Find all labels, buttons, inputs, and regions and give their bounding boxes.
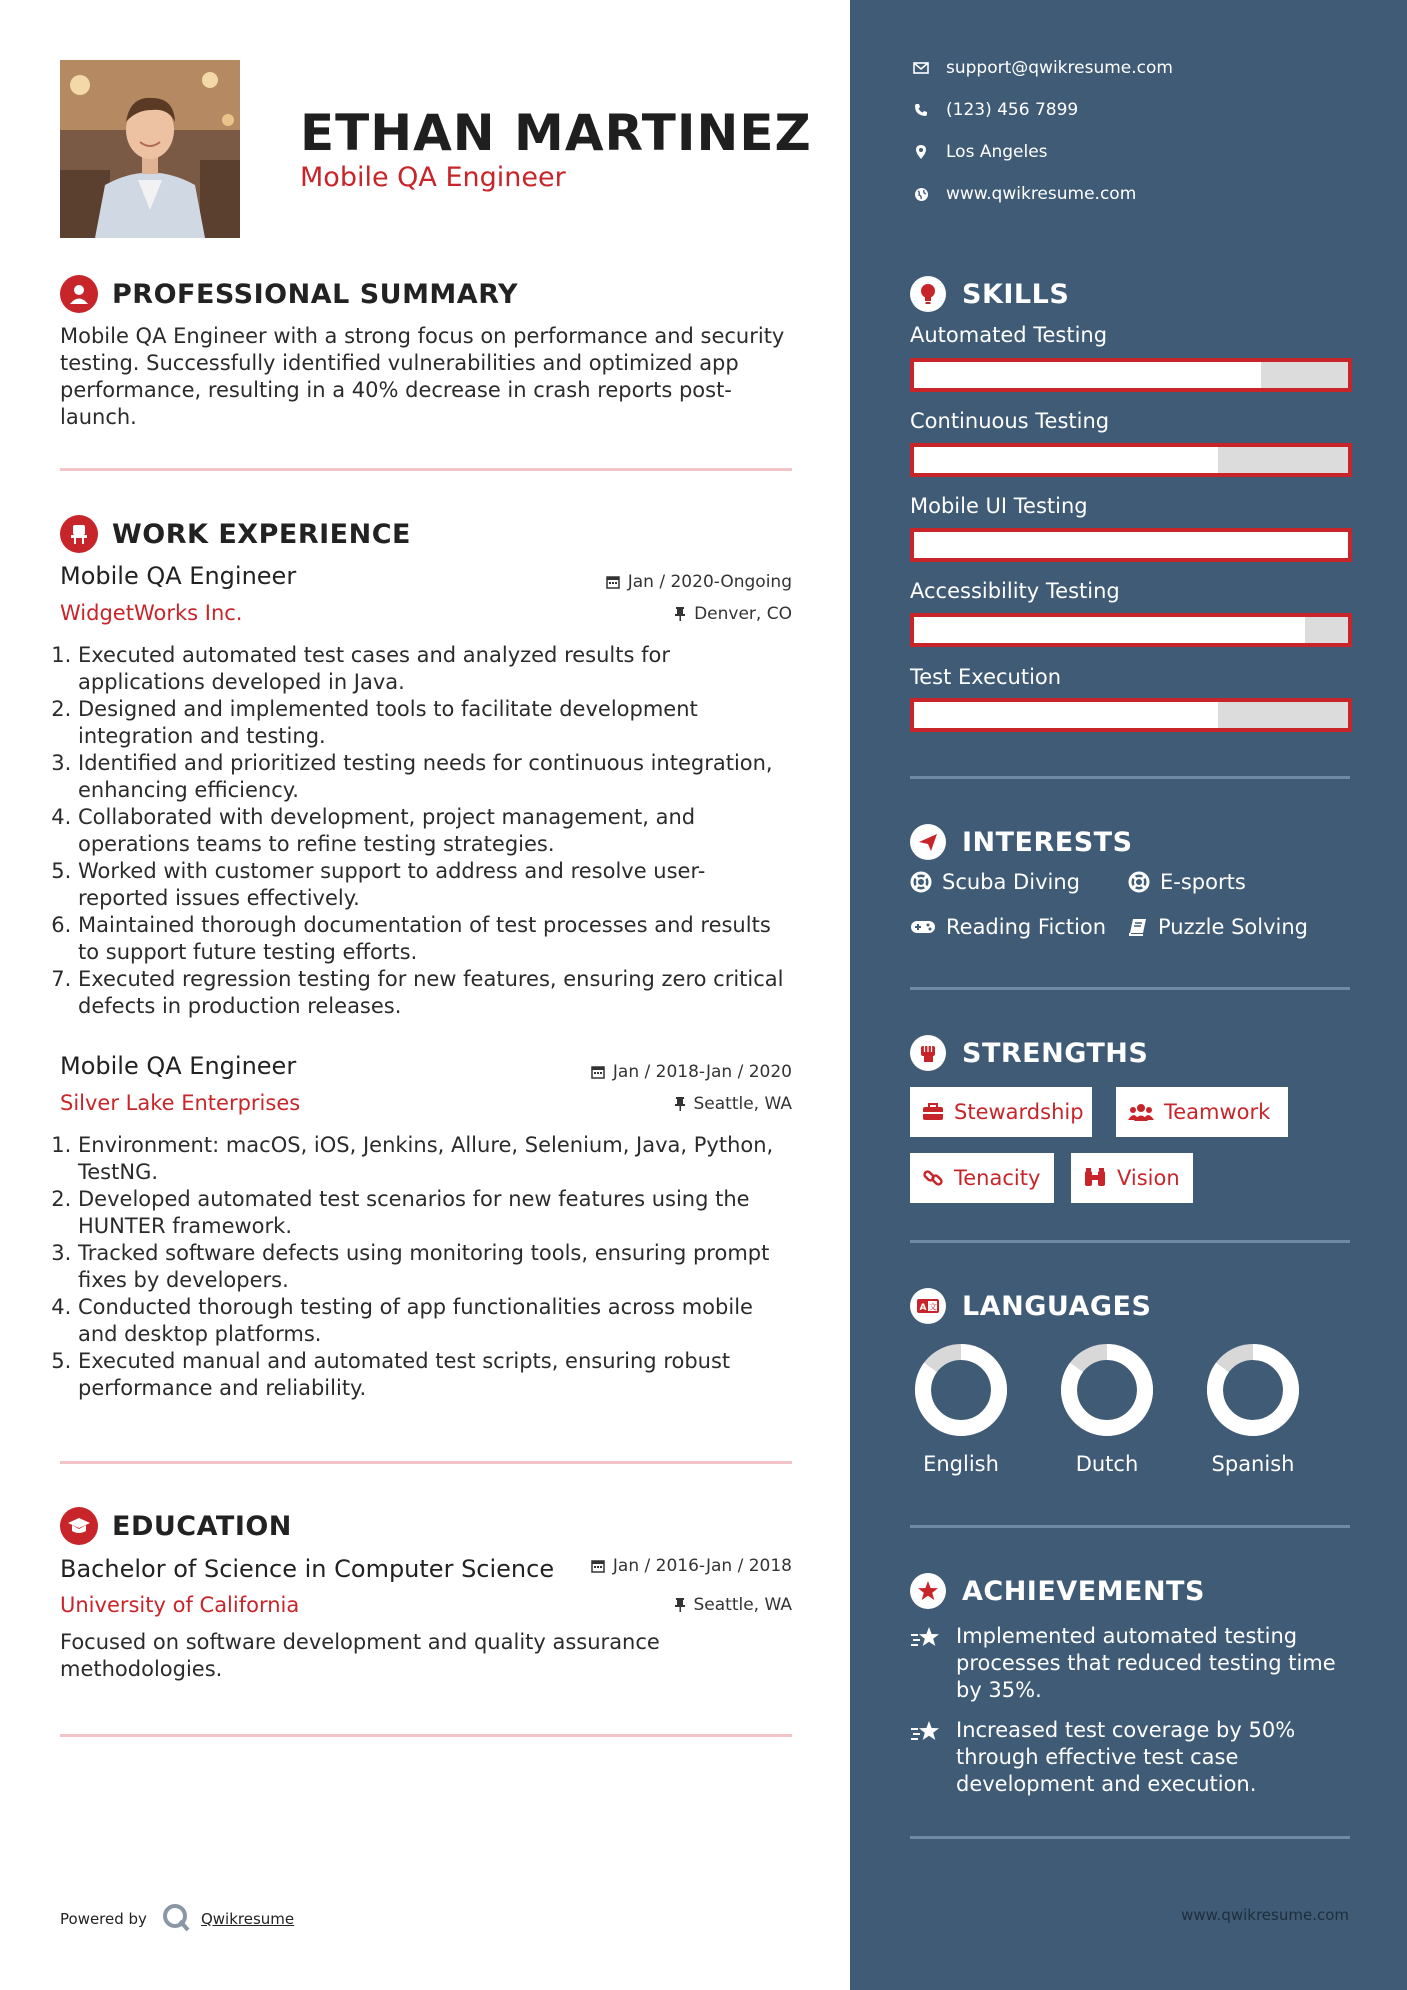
envelope-icon [910,62,932,74]
contact-email[interactable]: support@qwikresume.com [910,58,1173,78]
achievements-title: ACHIEVEMENTS [962,1575,1205,1607]
qwikresume-logo-icon [161,1902,191,1936]
education-text: Focused on software development and quality assurance methodologies. [60,1630,660,1681]
interest-item: E-sports [1128,870,1246,894]
list-item: 7. Executed regression testing for new features, ensuring zero critical defects in production releases. [78,966,790,1020]
language-item [1198,1342,1308,1476]
list-item: 1. Executed automated test cases and analyzed results for applications developed in Java. [78,642,790,696]
contact-website[interactable]: www.qwikresume.com [910,184,1136,204]
experience-heading [60,515,411,553]
job-dates: Jan / 2020-Ongoing [606,572,792,592]
skill-bar [910,358,1352,392]
candidate-name: ETHAN MARTINEZ [300,104,812,162]
languages-title: LANGUAGES [962,1290,1152,1322]
job-title: Mobile QA Engineer [60,1052,297,1080]
strengths-title: STRENGTHS [962,1037,1149,1069]
strength-chip: Teamwork [1116,1087,1288,1137]
skill-bar-fill [914,362,1261,388]
language-item [1052,1342,1162,1476]
user-icon [60,275,98,313]
svg-text:文: 文 [929,1302,937,1312]
lifebuoy-icon [1128,871,1150,893]
achievement-item: Implemented automated testing processes that reduced testing time by 35%. [910,1623,1350,1704]
powered-by: Powered by Qwikresume [60,1902,294,1936]
list-item: 5. Executed manual and automated test scripts, ensuring robust performance and reliability. [78,1348,790,1402]
map-pin-icon [910,144,932,160]
list-item: 4. Collaborated with development, project management, and operations teams to refine testing strategies. [78,804,790,858]
language-name: Spanish [1211,1452,1295,1476]
contact-phone[interactable]: (123) 456 7899 [910,100,1078,120]
company-name: WidgetWorks Inc. [60,601,243,625]
school-name: University of California [60,1593,300,1617]
interest-item: Scuba Diving [910,870,1080,894]
strengths-heading [910,1035,1148,1071]
list-item: 1. Environment: macOS, iOS, Jenkins, Allure, Selenium, Java, Python, TestNG. [78,1132,790,1186]
section-divider [60,468,792,471]
users-icon [1128,1102,1154,1122]
strength-chip: Vision [1071,1153,1193,1203]
globe-icon [910,187,932,202]
star-icon [910,1719,944,1798]
svg-text:A: A [919,1303,927,1313]
degree-title: Bachelor of Science in Computer Science [60,1555,555,1583]
section-divider [910,1836,1350,1839]
star-icon [910,1625,944,1704]
education-title: EDUCATION [112,1510,292,1542]
skills-heading [910,276,1069,312]
section-divider [60,1734,792,1737]
languages-heading [910,1288,1151,1324]
language-ring [1059,1342,1155,1438]
pushpin-icon [674,1097,686,1111]
skill-bar [910,443,1352,477]
list-item: 3. Tracked software defects using monitoring tools, ensuring prompt fixes by developers. [78,1240,790,1294]
footer-website[interactable]: www.qwikresume.com [1181,1906,1349,1924]
summary-title: PROFESSIONAL SUMMARY [112,278,519,310]
job-location: Denver, CO [674,604,792,624]
calendar-icon [606,575,620,589]
calendar-icon [591,1559,605,1573]
interests-title: INTERESTS [962,826,1133,858]
sidebar [850,0,1407,1990]
gamepad-icon [910,918,936,936]
language-name: English [923,1452,999,1476]
section-divider [910,776,1350,779]
company-name: Silver Lake Enterprises [60,1091,301,1115]
list-item: 6. Maintained thorough documentation of test processes and results to support future testing efforts. [78,912,790,966]
graduation-cap-icon [60,1507,98,1545]
skill-label: Test Execution [910,665,1062,689]
skills-title: SKILLS [962,278,1070,310]
skill-bar [910,698,1352,732]
language-ring [913,1342,1009,1438]
list-item: 3. Identified and prioritized testing needs for continuous integration, enhancing efficiency. [78,750,790,804]
skill-bar [910,528,1352,562]
skill-bar [910,613,1352,647]
chair-icon [60,515,98,553]
list-item: 5. Worked with customer support to address and resolve user-reported issues effectively. [78,858,790,912]
education-dates: Jan / 2016-Jan / 2018 [591,1556,792,1576]
skill-label: Accessibility Testing [910,579,1120,603]
section-divider [910,1525,1350,1528]
calendar-icon [591,1065,605,1079]
lifebuoy-icon [910,871,932,893]
strength-chip: Stewardship [910,1087,1092,1137]
language-name: Dutch [1075,1452,1139,1476]
summary-heading [60,275,518,313]
pushpin-icon [674,607,686,621]
skill-bar-fill [914,447,1218,473]
job-title: Mobile QA Engineer [60,562,297,590]
strength-chip: Tenacity [910,1153,1054,1203]
skill-label: Mobile UI Testing [910,494,1088,518]
experience-title: WORK EXPERIENCE [112,518,411,550]
skill-bar-fill [914,532,1348,558]
interest-item: Puzzle Solving [1128,915,1308,939]
job-location: Seattle, WA [674,1094,793,1114]
job-dates: Jan / 2018-Jan / 2020 [591,1062,792,1082]
link-icon [922,1167,944,1189]
paper-plane-icon [910,824,946,860]
skill-label: Automated Testing [910,323,1108,347]
language-item [906,1342,1016,1476]
candidate-role: Mobile QA Engineer [300,162,566,193]
briefcase-icon [922,1103,944,1121]
profile-photo [60,60,240,238]
list-item: 2. Developed automated test scenarios for new features using the HUNTER framework. [78,1186,790,1240]
section-divider [910,1240,1350,1243]
section-divider [60,1461,792,1464]
job-duties-list [60,642,790,1020]
interests-heading [910,824,1133,860]
language-ring [1205,1342,1301,1438]
section-divider [910,987,1350,990]
binoculars-icon [1083,1168,1107,1188]
skill-label: Continuous Testing [910,409,1110,433]
book-icon [1128,917,1148,937]
interest-item: Reading Fiction [910,915,1106,939]
skill-bar-fill [914,702,1218,728]
achievement-item: Increased test coverage by 50% through effective test case development and execution. [910,1717,1350,1798]
translate-icon [910,1288,946,1324]
pushpin-icon [674,1598,686,1612]
star-badge-icon [910,1573,946,1609]
summary-text: Mobile QA Engineer with a strong focus on performance and security testing. Successfully identified vulnerabilities and optimized app performance, resulting in a 40% decrease in crash reports post-launch. [60,324,785,429]
achievements-heading [910,1573,1205,1609]
contact-location: Los Angeles [910,142,1048,162]
list-item: 4. Conducted thorough testing of app functionalities across mobile and desktop platforms. [78,1294,790,1348]
lightbulb-icon [910,276,946,312]
education-heading [60,1507,292,1545]
skill-bar-fill [914,617,1305,643]
list-item: 2. Designed and implemented tools to facilitate development integration and testing. [78,696,790,750]
phone-icon [910,103,932,117]
job-duties-list [60,1132,790,1402]
qwikresume-link[interactable]: Qwikresume [200,1910,295,1928]
education-location: Seattle, WA [674,1595,793,1615]
fist-icon [910,1035,946,1071]
